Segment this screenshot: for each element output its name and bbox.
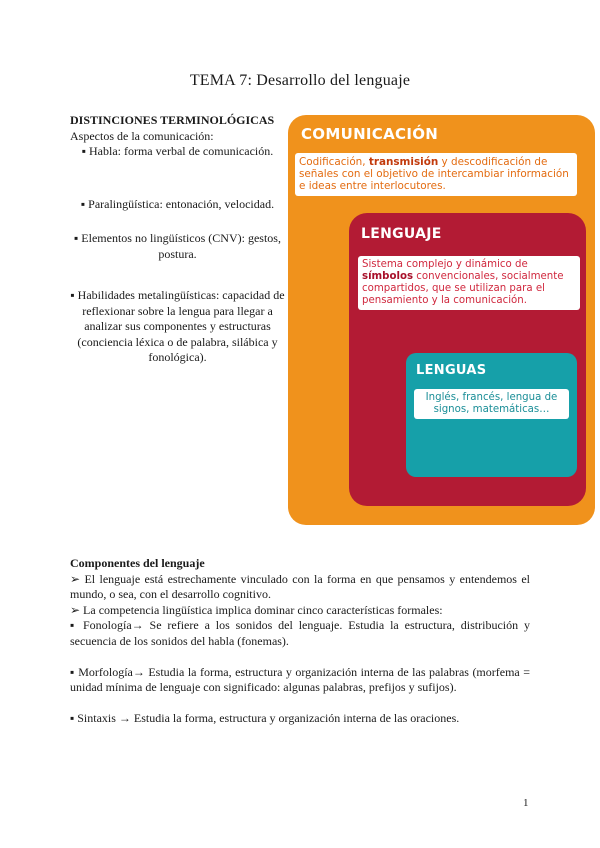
lenguas-box — [406, 353, 577, 477]
distinciones-heading: DISTINCIONES TERMINOLÓGICAS — [70, 113, 275, 127]
comunicacion-title: COMUNICACIÓN — [301, 125, 439, 143]
lenguaje-box — [349, 213, 586, 506]
lenguaje-title: LENGUAJE — [361, 226, 442, 242]
componentes-paragraph-1: ➢ El lenguaje está estrechamente vinculado con la forma en que pensamos y entendemos el mundo, o sea, con el desarrollo cognitivo. — [70, 571, 530, 602]
bullet-habilidades-metalinguisticas: ▪ Habilidades metalingüísticas: capacidad de reflexionar sobre la lengua para llegar a analizar sus componentes y estructuras (conciencia léxica o de palabra, silábica y fonológica). — [70, 288, 285, 364]
componentes-section — [70, 556, 530, 726]
comunicacion-description: Codificación, transmisión y descodificación de señales con el objetivo de intercambiar información e ideas entre interlocutores. — [295, 153, 577, 196]
page-title: TEMA 7: Desarrollo del lenguaje — [189, 72, 411, 89]
componentes-paragraph-2: ➢ La competencia lingüística implica dominar cinco características formales: — [70, 602, 443, 617]
componentes-heading: Componentes del lenguaje — [70, 556, 205, 570]
page-number: 1 — [523, 797, 529, 809]
componentes-sintaxis: ▪ Sintaxis → Estudia la forma, estructura y organización interna de las oraciones. — [70, 710, 460, 725]
bullet-paralinguistica: ▪ Paralingüística: entonación, velocidad. — [80, 196, 275, 211]
lenguaje-description: Sistema complejo y dinámico de símbolos convencionales, socialmente compartidos, que se utilizan para el pensamiento y la comunicación. — [358, 256, 580, 310]
bullet-habla: ▪ Habla: forma verbal de comunicación. — [81, 144, 274, 158]
distinciones-section — [70, 113, 285, 366]
componentes-fonologia: ▪ Fonología→ Se refiere a los sonidos del lenguaje. Estudia la estructura, distribución y secuencia de los sonidos del habla (fonemas). — [70, 618, 530, 648]
comunicacion-box — [288, 115, 595, 525]
lenguas-description: Inglés, francés, lengua de signos, matemáticas… — [414, 389, 569, 419]
componentes-morfologia: ▪ Morfología→ Estudia la forma, estructura y organización interna de las palabras (morfema = unidad mínima de lenguaje con significado: algunas palabras, prefijos y sufijos). — [70, 664, 530, 695]
bullet-elementos-no-linguisticos: ▪ Elementos no lingüísticos (CNV): gestos, postura. — [74, 231, 281, 261]
distinciones-intro: Aspectos de la comunicación: — [70, 128, 214, 143]
lenguas-title: LENGUAS — [416, 363, 487, 378]
